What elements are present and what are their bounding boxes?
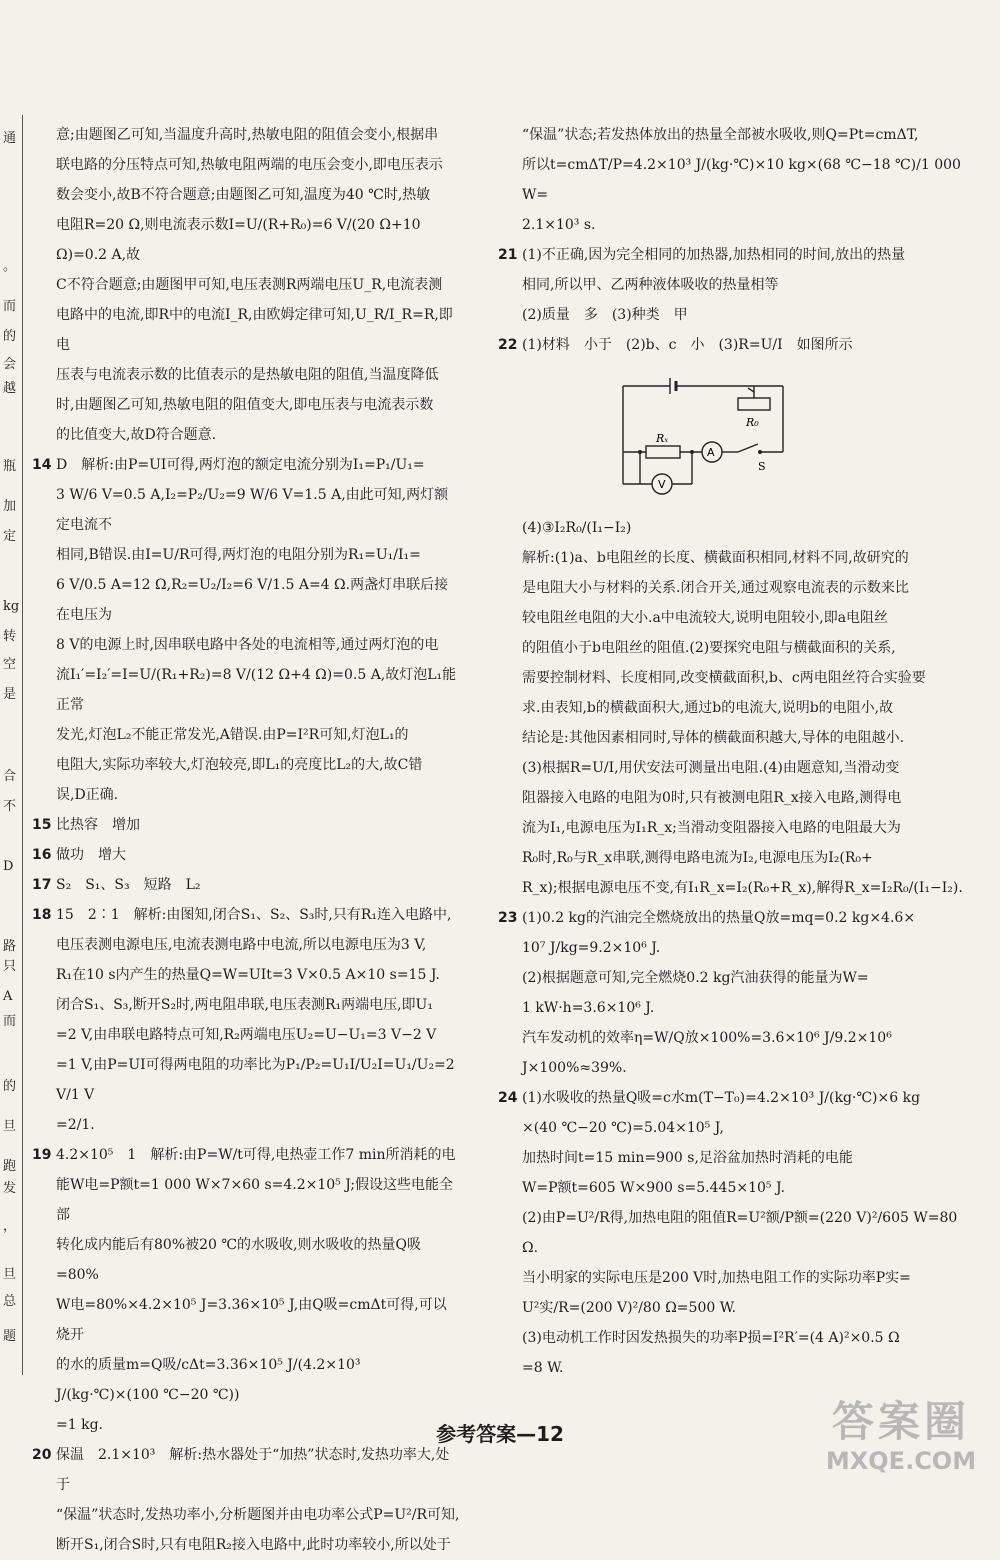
question-number: 18 (32, 907, 52, 923)
answer-line (32, 390, 460, 420)
answer-line (498, 543, 968, 573)
answer-line (498, 963, 968, 993)
line-text: =2/1. (56, 1117, 95, 1133)
gutter-fragment: 空 (3, 657, 17, 672)
line-text: (1)水吸收的热量Q吸=c水m(T−T₀)=4.2×10³ J/(kg·℃)×6 kg (522, 1090, 921, 1106)
answer-line (498, 1323, 968, 1353)
line-text: 8 V的电源上时,因串联电路中各处的电流相等,通过两灯泡的电 (56, 637, 439, 653)
line-text: 加热时间t=15 min=900 s,足浴盆加热时消耗的电能 (522, 1150, 853, 1166)
line-text: 电压表测电源电压,电流表测电路中电流,所以电源电压为3 V, (56, 937, 427, 953)
line-text: 汽车发动机的效率η=W/Q放×100%=3.6×10⁶ J/9.2×10⁶ J×100%≈39%. (522, 1030, 892, 1076)
answer-line (32, 660, 460, 720)
watermark-url: MXQE.COM (825, 1447, 977, 1475)
line-text: 比热容 增加 (56, 817, 140, 833)
line-text: 电路中的电流,即R中的电流I_R,由欧姆定律可知,U_R/I_R=R,即电 (56, 307, 453, 353)
line-text: 流为I₁,电源电压为I₁R_x;当滑动变阻器接入电路的电阻最大为 (522, 820, 901, 836)
line-text: 保温 2.1×10³ 解析:热水器处于“加热”状态时,发热功率大,处于 (56, 1447, 450, 1493)
line-text: 解析:(1)a、b电阻丝的长度、横截面积相同,材料不同,故研究的 (522, 550, 909, 566)
gutter-fragment: D (3, 859, 14, 874)
line-text: 结论是:其他因素相同时,导体的横截面积越大,导体的电阻越小. (522, 730, 905, 746)
line-text: 所以t=cmΔT/P=4.2×10³ J/(kg·℃)×10 kg×(68 ℃−18 ℃)/1 000 W= (522, 157, 961, 203)
line-text: (4)③I₂R₀/(I₁−I₂) (522, 520, 632, 536)
line-text: 相同,B错误.由I=U/R可得,两灯泡的电阻分别为R₁=U₁/I₁= (56, 547, 421, 563)
gutter-fragment: 转 (3, 629, 17, 644)
line-text: 转化成内能后有80%被20 ℃的水吸收,则水吸收的热量Q吸=80% (56, 1237, 421, 1283)
line-text: 时,由题图乙可知,热敏电阻的阻值变大,即电压表与电流表示数 (56, 397, 434, 413)
gutter-fragment: 通 (3, 131, 17, 146)
gutter-fragment: 是 (3, 687, 17, 702)
answer-line (32, 1110, 460, 1140)
gutter-fragment: 加 (3, 499, 17, 514)
answer-line (32, 1050, 460, 1110)
answer-line (32, 630, 460, 660)
gutter-fragment: 发 (3, 1181, 17, 1196)
line-text: 6 V/0.5 A=12 Ω,R₂=U₂/I₂=6 V/1.5 A=4 Ω.两盏灯串联后接在电压为 (56, 577, 449, 623)
line-text: (1)0.2 kg的汽油完全燃烧放出的热量Q放=mq=0.2 kg×4.6× (522, 910, 916, 926)
line-text: S₂ S₁、S₃ 短路 L₂ (56, 877, 201, 893)
line-text: 发光,灯泡L₂不能正常发光,A错误.由P=I²R可知,灯泡L₁的 (56, 727, 409, 743)
answer-line (32, 930, 460, 960)
answer-line (32, 1290, 460, 1350)
answer-line (498, 150, 968, 210)
line-text: W=P额t=605 W×900 s=5.445×10⁵ J. (522, 1180, 785, 1196)
gutter-fragment: 越 (3, 381, 17, 396)
question-line (32, 870, 460, 900)
question-number: 20 (32, 1447, 52, 1463)
line-text: 相同,所以甲、乙两种液体吸收的热量相等 (522, 277, 779, 293)
line-text: (3)根据R=U/I,用伏安法可测量出电阻.(4)由题意知,当滑动变 (522, 760, 900, 776)
line-text: 意;由题图乙可知,当温度升高时,热敏电阻的阻值会变小,根据串 (56, 127, 439, 143)
question-number: 16 (32, 847, 52, 863)
answer-line (498, 843, 968, 873)
line-text: 当小明家的实际电压是200 V时,加热电阻工作的实际功率P实= (522, 1270, 911, 1286)
line-text: (1)材料 小于 (2)b、c 小 (3)R=U/I 如图所示 (522, 337, 853, 353)
line-text: C不符合题意;由题图甲可知,电压表测R两端电压U_R,电流表测 (56, 277, 443, 293)
answer-line (32, 960, 460, 990)
line-text: 的阻值小于b电阻丝的阻值.(2)要探究电阻与横截面积的关系, (522, 640, 896, 656)
ammeter-icon: A (707, 446, 715, 459)
answer-line (32, 180, 460, 210)
answer-line (32, 480, 460, 540)
gutter-fragment: 只 (3, 959, 17, 974)
line-text: 联电路的分压特点可知,热敏电阻两端的电压会变小,即电压表示 (56, 157, 443, 173)
line-text: =2 V,由串联电路特点可知,R₂两端电压U₂=U−U₁=3 V−2 V (56, 1027, 437, 1043)
answer-line (498, 693, 968, 723)
gutter-fragment: 会 (3, 357, 17, 372)
label-r0: R₀ (746, 416, 759, 429)
answer-line (498, 633, 968, 663)
line-text: 10⁷ J/kg=9.2×10⁶ J. (522, 940, 661, 956)
answer-line (32, 1170, 460, 1230)
line-text: 2.1×10³ s. (522, 217, 596, 233)
answer-line (498, 993, 968, 1023)
answer-line (32, 780, 460, 810)
page-footer: 参考答案—12 (436, 1422, 564, 1446)
answer-line (498, 1143, 968, 1173)
gutter-fragment: 旦 (3, 1267, 17, 1282)
label-rx: Rₓ (656, 432, 669, 445)
gutter-fragment: 的 (3, 1079, 17, 1094)
line-text: 阻器接入电路的电阻为0时,只有被测电阻R_x接入电路,测得电 (522, 790, 902, 806)
line-text: (2)质量 多 (3)种类 甲 (522, 307, 688, 323)
answer-line (498, 1113, 968, 1143)
question-line (498, 240, 968, 270)
answer-line (498, 270, 968, 300)
circuit-svg (618, 366, 788, 496)
line-text: 电阻大,实际功率较大,灯泡较亮,即L₁的亮度比L₂的大,故C错 (56, 757, 423, 773)
left-margin-gutter (0, 120, 20, 1370)
gutter-fragment: 定 (3, 529, 17, 544)
gutter-fragment: 而 (3, 1014, 17, 1029)
line-text: 需要控制材料、长度相同,改变横截面积,b、c两电阻丝符合实验要 (522, 670, 926, 686)
question-line (32, 840, 460, 870)
line-text: 4.2×10⁵ 1 解析:由P=W/t可得,电热壶工作7 min所消耗的电 (56, 1147, 456, 1163)
answer-line (32, 360, 460, 390)
answer-line (498, 300, 968, 330)
line-text: “保温”状态时,发热功率小,分析题图并由电功率公式P=U²/R可知, (56, 1507, 460, 1523)
answer-line (498, 120, 968, 150)
answer-line (32, 1530, 460, 1560)
answer-line (498, 1353, 968, 1383)
answer-line (498, 573, 968, 603)
gutter-fragment: kg (3, 599, 20, 614)
gutter-fragment: 合 (3, 769, 17, 784)
answer-line (32, 210, 460, 270)
question-line (498, 330, 968, 360)
gutter-fragment: 而 (3, 299, 17, 314)
answer-line (498, 663, 968, 693)
line-text: 15 2∶1 解析:由图知,闭合S₁、S₂、S₃时,只有R₁连入电路中, (56, 907, 452, 923)
gutter-fragment: 跑 (3, 1159, 17, 1174)
gutter-fragment: 的 (3, 329, 17, 344)
answer-line (32, 120, 460, 150)
question-number: 23 (498, 910, 518, 926)
right-column (498, 120, 968, 1383)
answer-line (32, 1020, 460, 1050)
gutter-fragment: A (3, 989, 13, 1004)
question-number: 21 (498, 247, 518, 263)
question-number: 24 (498, 1090, 518, 1106)
line-text: 3 W/6 V=0.5 A,I₂=P₂/U₂=9 W/6 V=1.5 A,由此可知,两灯额定电流不 (56, 487, 449, 533)
line-text: 闭合S₁、S₃,断开S₂时,两电阻串联,电压表测R₁两端电压,即U₁ (56, 997, 433, 1013)
line-text: (2)由P=U²/R得,加热电阻的阻值R=U²额/P额=(220 V)²/605 W=80 Ω. (522, 1210, 958, 1256)
answer-line (498, 513, 968, 543)
answer-line (32, 990, 460, 1020)
line-text: W电=80%×4.2×10⁵ J=3.36×10⁵ J,由Q吸=cmΔt可得,可以烧开 (56, 1297, 447, 1343)
answer-line (498, 723, 968, 753)
line-text: =1 kg. (56, 1417, 103, 1433)
question-line (32, 810, 460, 840)
line-text: 流I₁′=I₂′=I=U/(R₁+R₂)=8 V/(12 Ω+4 Ω)=0.5 A,故灯泡L₁能正常 (56, 667, 457, 713)
question-number: 17 (32, 877, 52, 893)
question-line (32, 1140, 460, 1170)
gutter-fragment: ， (3, 1219, 17, 1234)
question-line (498, 1083, 968, 1113)
left-column (32, 120, 460, 1560)
answer-line (32, 570, 460, 630)
answer-line (498, 813, 968, 843)
gutter-fragment: 路 (3, 939, 17, 954)
answer-line (32, 300, 460, 360)
line-text: 求.由表知,b的横截面积大,通过b的电流大,说明b的电阻小,故 (522, 700, 894, 716)
gutter-divider (22, 115, 23, 1375)
gutter-fragment: 瓶 (3, 459, 17, 474)
answer-line (498, 1293, 968, 1323)
line-text: 压表与电流表示数的比值表示的是热敏电阻的阻值,当温度降低 (56, 367, 439, 383)
line-text: 是电阻大小与材料的关系.闭合开关,通过观察电流表的示数来比 (522, 580, 909, 596)
answer-line (32, 540, 460, 570)
answer-line (498, 753, 968, 783)
answer-line (32, 1230, 460, 1290)
question-line (32, 1440, 460, 1500)
answer-line (498, 1203, 968, 1263)
gutter-fragment: 。 (3, 259, 17, 274)
watermark-logo (816, 1398, 986, 1488)
answer-line (498, 603, 968, 633)
label-switch: S (758, 460, 766, 473)
question-number: 19 (32, 1147, 52, 1163)
answer-line (32, 720, 460, 750)
answer-line (32, 420, 460, 450)
line-text: 的比值变大,故D符合题意. (56, 427, 217, 443)
line-text: 数会变小,故B不符合题意;由题图乙可知,温度为40 ℃时,热敏 (56, 187, 431, 203)
answer-line (498, 210, 968, 240)
gutter-fragment: 总 (3, 1294, 17, 1309)
gutter-fragment: 旦 (3, 1119, 17, 1134)
line-text: R₁在10 s内产生的热量Q=W=UIt=3 V×0.5 A×10 s=15 J. (56, 967, 440, 983)
line-text: (2)根据题意可知,完全燃烧0.2 kg汽油获得的能量为W= (522, 970, 869, 986)
answer-line (498, 783, 968, 813)
question-line (498, 903, 968, 933)
question-line (32, 900, 460, 930)
circuit-diagram (618, 366, 968, 507)
question-number: 14 (32, 457, 52, 473)
answer-line (32, 750, 460, 780)
answer-line (498, 1173, 968, 1203)
line-text: 做功 增大 (56, 847, 126, 863)
line-text: =8 W. (522, 1360, 564, 1376)
gutter-fragment: 题 (3, 1329, 17, 1344)
answer-line (498, 873, 968, 903)
question-number: 15 (32, 817, 52, 833)
question-number: 22 (498, 337, 518, 353)
line-text: “保温”状态;若发热体放出的热量全部被水吸收,则Q=Pt=cmΔT, (522, 127, 919, 143)
answer-line (498, 933, 968, 963)
answer-line (32, 1350, 460, 1410)
watermark-text: 答案圈 (831, 1397, 970, 1446)
line-text: U²实/R=(200 V)²/80 Ω=500 W. (522, 1300, 737, 1316)
line-text: 能W电=P额t=1 000 W×7×60 s=4.2×10⁵ J;假设这些电能全部 (56, 1177, 453, 1223)
question-line (32, 450, 460, 480)
line-text: 断开S₁,闭合S时,只有电阻R₂接入电路中,此时功率较小,所以处于 (56, 1537, 451, 1553)
line-text: (1)不正确,因为完全相同的加热器,加热相同的时间,放出的热量 (522, 247, 906, 263)
line-text: =1 V,由P=UI可得两电阻的功率比为P₁/P₂=U₁I/U₂I=U₁/U₂=2 V/1 V (56, 1057, 455, 1103)
line-text: 1 kW·h=3.6×10⁶ J. (522, 1000, 655, 1016)
line-text: ×(40 ℃−20 ℃)=5.04×10⁵ J, (522, 1120, 724, 1136)
line-text: R₀时,R₀与R_x串联,测得电路电流为I₂,电源电压为I₂(R₀+ (522, 850, 873, 866)
answer-line (32, 270, 460, 300)
voltmeter-icon: V (658, 478, 666, 491)
line-text: (3)电动机工作时因发热损失的功率P损=I²R′=(4 A)²×0.5 Ω (522, 1330, 900, 1346)
line-text: 误,D正确. (56, 787, 119, 803)
answer-line (32, 1500, 460, 1530)
answer-line (498, 1023, 968, 1083)
answer-line (498, 1263, 968, 1293)
line-text: 电阻R=20 Ω,则电流表示数I=U/(R+R₀)=6 V/(20 Ω+10 Ω)=0.2 A,故 (56, 217, 421, 263)
line-text: 的水的质量m=Q吸/cΔt=3.36×10⁵ J/(4.2×10³ J/(kg·℃)×(100 ℃−20 ℃)) (56, 1357, 361, 1403)
gutter-fragment: 不 (3, 799, 17, 814)
answer-line (32, 150, 460, 180)
line-text: 较电阻丝电阻的大小.a中电流较大,说明电阻较小,即a电阻丝 (522, 610, 889, 626)
line-text: D 解析:由P=UI可得,两灯泡的额定电流分别为I₁=P₁/U₁= (56, 457, 425, 473)
line-text: R_x);根据电源电压不变,有I₁R_x=I₂(R₀+R_x),解得R_x=I₂R₀/(I₁−I₂). (522, 880, 963, 896)
